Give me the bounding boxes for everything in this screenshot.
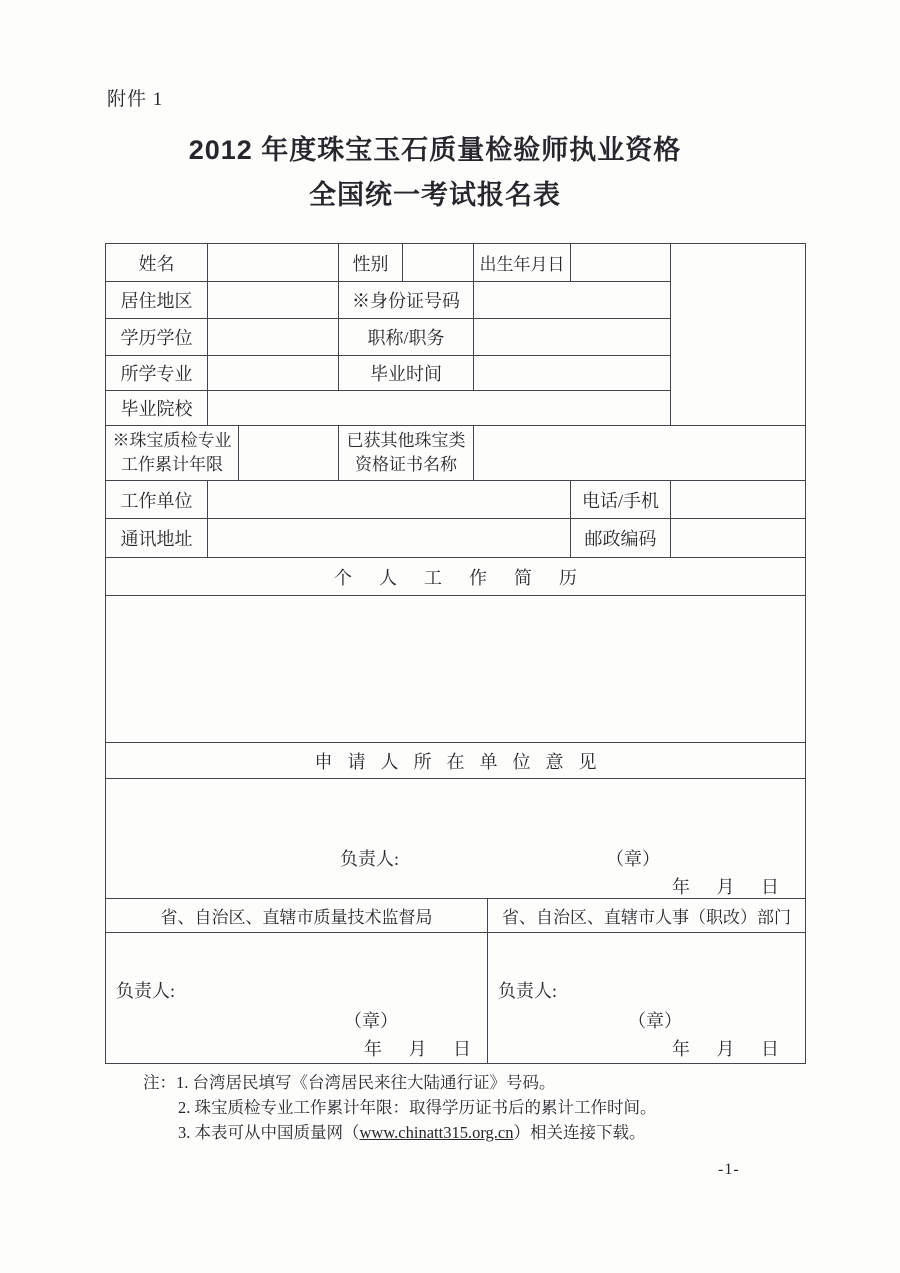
work-unit-value-cell [208,481,571,519]
employer-responsible-label: 负责人: [340,849,400,869]
other-cert-label [339,426,474,481]
note-2-text: 2. 珠宝质检专业工作累计年限：取得学历证书后的累计工作时间。 [178,1098,657,1117]
postal-code-value-cell [671,519,806,558]
name-value-cell [208,244,339,282]
personnel-dept-responsible-label: 负责人: [498,981,558,1001]
gender-value-cell [403,244,474,282]
notes-prefix: 注： [143,1073,176,1092]
employer-date-label: 年 月 日 [672,877,779,897]
note-1-text: 1. 台湾居民填写《台湾居民来往大陆通行证》号码。 [176,1073,556,1092]
note-3-post: ）相关连接下载。 [513,1123,646,1142]
personnel-dept-seal-label: （章） [628,1011,682,1031]
work-unit-label: 工作单位 [106,481,208,519]
personnel-dept-header: 省、自治区、直辖市人事（职改）部门 [488,899,806,933]
quality-bureau-signoff-cell [106,933,488,1064]
other-cert-value-cell [474,426,806,481]
address-value-cell [208,519,571,558]
resume-section-header: 个人工作简历 [106,558,806,596]
note-3-pre: 3. 本表可从中国质量网（ [178,1123,360,1142]
note-3-url: www.chinatt315.org.cn [359,1123,514,1142]
resume-content-area [106,596,806,743]
title-position-label: 职称/职务 [339,319,474,356]
employer-opinion-header: 申请人所在单位意见 [106,743,806,779]
work-years-label-line1: ※珠宝质检专业 [112,431,232,450]
gender-label: 性别 [339,244,403,282]
graduation-time-value-cell [474,356,671,391]
employer-opinion-area [106,779,806,899]
name-label: 姓名 [106,244,208,282]
personnel-dept-date-label: 年 月 日 [672,1039,779,1059]
phone-value-cell [671,481,806,519]
form-title-line1: 2012 年度珠宝玉石质量检验师执业资格 [188,135,682,165]
registration-form-table [105,243,806,1064]
title-position-value-cell [474,319,671,356]
graduation-school-value-cell [208,391,671,426]
residence-value-cell [208,282,339,319]
birth-date-label: 出生年月日 [474,244,571,282]
graduation-school-label: 毕业院校 [106,391,208,426]
photo-area [671,244,806,426]
postal-code-label: 邮政编码 [571,519,671,558]
note-line-3 [178,1120,645,1145]
work-years-label-line2: 工作累计年限 [121,455,223,474]
note-line-1 [143,1070,556,1095]
phone-label: 电话/手机 [571,481,671,519]
residence-label: 居住地区 [106,282,208,319]
id-number-value-cell [474,282,671,319]
form-title-line2: 全国统一考试报名表 [309,180,561,210]
attachment-label: 附件 1 [107,89,164,110]
quality-bureau-header: 省、自治区、直辖市质量技术监督局 [106,899,488,933]
address-label: 通讯地址 [106,519,208,558]
education-degree-label: 学历学位 [106,319,208,356]
work-years-label [106,426,239,481]
birth-date-value-cell [571,244,671,282]
education-degree-value-cell [208,319,339,356]
id-number-label: ※身份证号码 [339,282,474,319]
other-cert-label-line1: 已获其他珠宝类 [346,431,466,450]
form-title [85,128,785,218]
work-years-value-cell [239,426,339,481]
note-line-2 [178,1095,657,1120]
major-value-cell [208,356,339,391]
personnel-dept-signoff-cell [488,933,806,1064]
graduation-time-label: 毕业时间 [339,356,474,391]
quality-bureau-date-label: 年 月 日 [364,1039,471,1059]
major-label: 所学专业 [106,356,208,391]
employer-seal-label: （章） [606,849,660,869]
quality-bureau-seal-label: （章） [344,1011,398,1031]
page-number: -1- [718,1161,740,1178]
quality-bureau-responsible-label: 负责人: [116,981,176,1001]
other-cert-label-line2: 资格证书名称 [355,455,457,474]
